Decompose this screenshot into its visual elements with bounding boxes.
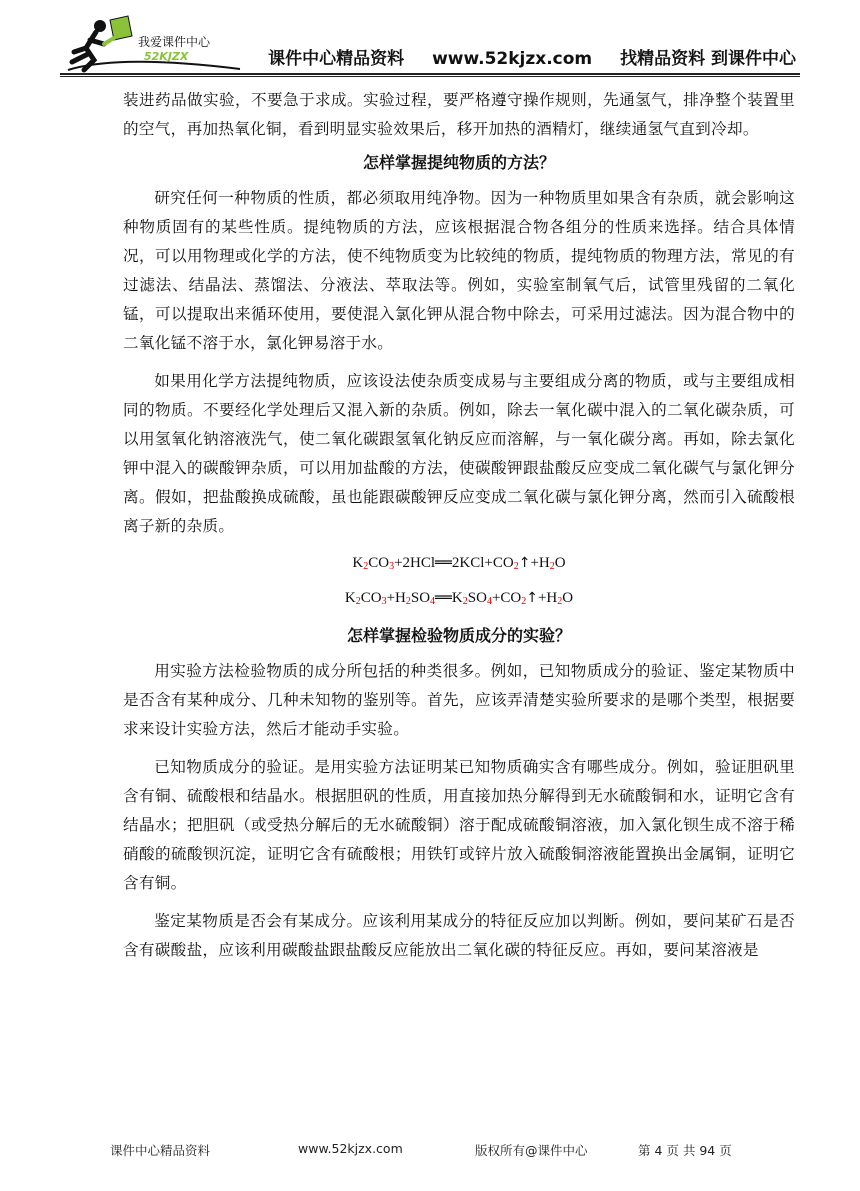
footer-page-number: 第 4 页 共 94 页 [638, 1143, 732, 1158]
page-header [0, 0, 860, 80]
heading-purify: 怎样掌握提纯物质的方法？ [362, 153, 555, 172]
logo-text-en: 52KJZX [144, 50, 189, 63]
paragraph-purify-1: 研究任何一种物质的性质，都必须取用纯净物。因为一种物质里如果含有杂质，就会影响这种物质固有的某些性质。提纯物质的方法，应该根据混合物各组分的性质来选择。结合具体情况，可以用物理或化学的方法，使不纯物质变为比较纯的物质，提纯物质的物理方法，常见的有过滤法、结晶法、蒸馏法、分液法、萃取法等。例如，实验室制氧气后，试管里残留的二氧化锰，可以提取出来循环使用，要使混入氯化钾从混合物中除去，可采用过滤法。因为混合物中的二氧化锰不溶于水，氯化钾易溶于水。 [123, 189, 795, 352]
footer-left: 课件中心精品资料 [110, 1143, 211, 1158]
footer-site: www.52kjzx.com [298, 1141, 403, 1156]
equation-1: $K_2CO_3+2HCl══2KCl+CO_2↑+H_2O$ [352, 555, 566, 572]
header-rule [60, 73, 800, 75]
header-text [246, 44, 796, 69]
footer-rights: 版权所有@课件中心 [475, 1143, 588, 1158]
header-site: www.52kjzx.com [432, 49, 593, 69]
page-content [123, 86, 795, 965]
paragraph-test-3: 鉴定某物质是否会有某成分。应该利用某成分的特征反应加以判断。例如，要问某矿石是否含有碳酸盐，应该利用碳酸盐跟盐酸反应能放出二氧化碳的特征反应。再如，要问某溶液是 [123, 912, 795, 959]
logo [60, 14, 250, 76]
header-rule-thin [60, 76, 800, 77]
header-slogan: 找精品资料 到课件中心 [620, 49, 796, 69]
heading-test: 怎样掌握检验物质成分的实验？ [346, 626, 571, 645]
paragraph-intro: 装进药品做实验，不要急于求成。实验过程，要严格遵守操作规则，先通氢气，排净整个装置里的空气，再加热氧化铜，看到明显实验效果后，移开加热的酒精灯，继续通氢气直到冷却。 [123, 91, 795, 138]
paragraph-test-1: 用实验方法检验物质的成分所包括的种类很多。例如，已知物质成分的验证、鉴定某物质中是否含有某种成分、几种未知物的鉴别等。首先，应该弄清楚实验所要求的是哪个类型，根据要求来设计实验方法，然后才能动手实验。 [123, 662, 795, 738]
header-title: 课件中心精品资料 [268, 49, 405, 69]
logo-text-cn: 我爱课件中心 [138, 35, 211, 49]
equation-2: $K_2CO_3+H_2SO_4══K_2SO_4+CO_2↑+H_2O$ [344, 590, 574, 607]
paragraph-test-2: 已知物质成分的验证。是用实验方法证明某已知物质确实含有哪些成分。例如，验证胆矾里含有铜、硫酸根和结晶水。根据胆矾的性质，用直接加热分解得到无水硫酸铜和水，证明它含有结晶水；把胆矾（或受热分解后的无水硫酸铜）溶于配成硫酸铜溶液，加入氯化钡生成不溶于稀硝酸的硫酸钡沉淀，证明它含有硫酸根；用铁钉或锌片放入硫酸铜溶液能置换出金属铜，证明它含有铜。 [123, 758, 795, 892]
paragraph-purify-2: 如果用化学方法提纯物质，应该设法使杂质变成易与主要组成分离的物质，或与主要组成相同的物质。不要经化学处理后又混入新的杂质。例如，除去一氧化碳中混入的二氧化碳杂质，可以用氢氧化钠溶液洗气，使二氧化碳跟氢氧化钠反应而溶解，与一氧化碳分离。再如，除去氯化钾中混入的碳酸钾杂质，可以用加盐酸的方法，使碳酸钾跟盐酸反应变成二氧化碳气与氯化钾分离。假如，把盐酸换成硫酸，虽也能跟碳酸钾反应变成二氧化碳与氯化钾分离，然而引入硫酸根离子新的杂质。 [123, 372, 795, 535]
